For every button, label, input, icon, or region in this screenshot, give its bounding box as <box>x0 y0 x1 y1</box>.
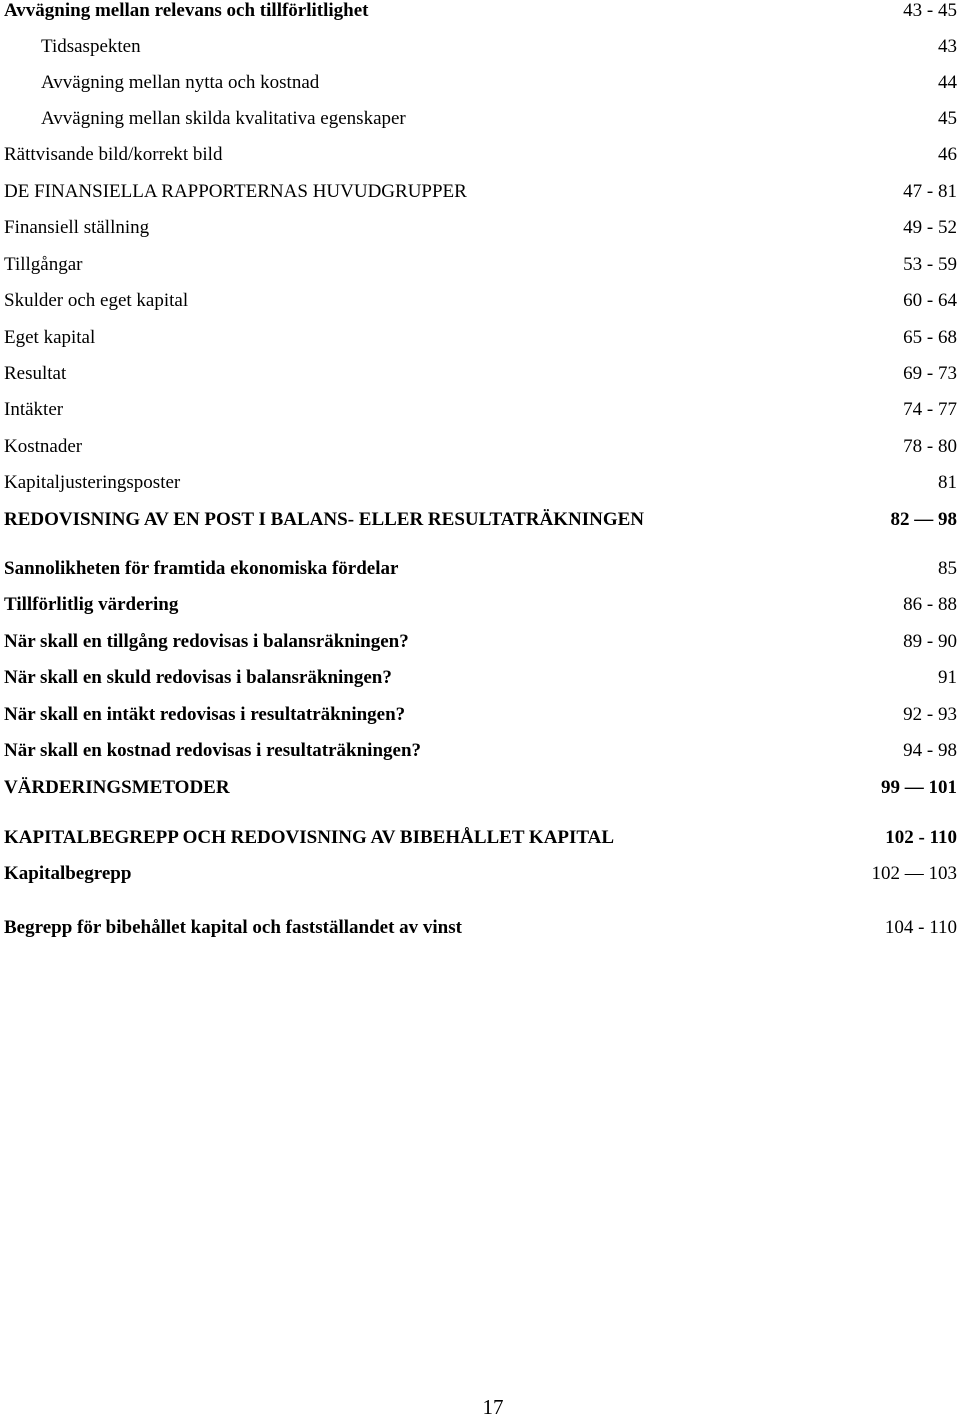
toc-entry <box>4 823 957 853</box>
toc-entry <box>4 554 957 584</box>
toc-entry-pages: 94 - 98 <box>903 740 957 761</box>
toc-entry-title: Begrepp för bibehållet kapital och fastställandet av vinst <box>4 917 462 938</box>
toc-entry-title: Finansiell ställning <box>4 217 150 238</box>
toc-entry-title: Avvägning mellan relevans och tillförlitlighet <box>4 0 369 21</box>
toc-entry-pages: 86 - 88 <box>903 594 957 615</box>
toc-entry-pages: 43 <box>938 36 957 57</box>
toc-entry-title: Kapitaljusteringsposter <box>4 472 181 493</box>
toc-entry <box>4 627 957 657</box>
toc-entry-pages: 91 <box>938 667 957 688</box>
toc-entry-pages: 74 - 77 <box>903 399 957 420</box>
toc-entry-title: När skall en kostnad redovisas i resultaträkningen? <box>4 740 422 761</box>
toc-entry <box>4 323 957 353</box>
toc-entry-pages: 81 <box>938 472 957 493</box>
toc-entry-title: När skall en tillgång redovisas i balansräkningen? <box>4 631 409 652</box>
toc-entry-title: DE FINANSIELLA RAPPORTERNAS HUVUDGRUPPER <box>4 181 467 202</box>
toc-entry-pages: 49 - 52 <box>903 217 957 238</box>
toc-entry-title: När skall en intäkt redovisas i resultaträkningen? <box>4 704 406 725</box>
toc-entry <box>41 68 957 98</box>
toc-entry-pages: 99 — 101 <box>881 777 957 798</box>
toc-entry-pages: 78 - 80 <box>903 436 957 457</box>
toc-entry-pages: 44 <box>938 72 957 93</box>
toc-entry <box>4 859 957 889</box>
toc-entry-title: Resultat <box>4 363 67 384</box>
toc-entry <box>4 432 957 462</box>
toc-entry <box>4 213 957 243</box>
toc-entry-pages: 82 — 98 <box>890 509 957 530</box>
toc-entry-pages: 47 - 81 <box>903 181 957 202</box>
toc-entry <box>4 468 957 498</box>
toc-entry-pages: 60 - 64 <box>903 290 957 311</box>
toc-entry <box>4 395 957 425</box>
toc-entry <box>4 663 957 693</box>
toc-entry-pages: 104 - 110 <box>884 917 957 938</box>
toc-entry-pages: 45 <box>938 108 957 129</box>
toc-entry <box>4 359 957 389</box>
toc-entry-pages: 53 - 59 <box>903 254 957 275</box>
toc-entry <box>4 913 957 943</box>
toc-entry-pages: 102 - 110 <box>885 827 957 848</box>
toc-entry-title: Sannolikheten för framtida ekonomiska fördelar <box>4 558 399 579</box>
toc-entry-pages: 102 — 103 <box>871 863 957 884</box>
toc-entry-title: Tillförlitlig värdering <box>4 594 179 615</box>
toc-entry-pages: 89 - 90 <box>903 631 957 652</box>
toc-entry-pages: 43 - 45 <box>903 0 957 21</box>
toc-entry-title: Avvägning mellan skilda kvalitativa egenskaper <box>41 108 406 129</box>
toc-entry-title: Eget kapital <box>4 327 96 348</box>
toc-entry-pages: 92 - 93 <box>903 704 957 725</box>
toc-entry-title: Kapitalbegrepp <box>4 863 132 884</box>
toc-entry-pages: 69 - 73 <box>903 363 957 384</box>
toc-entry-title: Skulder och eget kapital <box>4 290 189 311</box>
toc-entry <box>4 736 957 766</box>
toc-entry-title: Tidsaspekten <box>41 36 141 57</box>
toc-entry-title: REDOVISNING AV EN POST I BALANS- ELLER RESULTATRÄKNINGEN <box>4 509 645 530</box>
toc-entry <box>4 250 957 280</box>
toc-entry-title: Kostnader <box>4 436 83 457</box>
toc-entry-title: Avvägning mellan nytta och kostnad <box>41 72 320 93</box>
toc-entry-pages: 85 <box>938 558 957 579</box>
toc-entry <box>4 505 957 535</box>
toc-entry-pages: 65 - 68 <box>903 327 957 348</box>
toc-entry <box>41 32 957 62</box>
toc-entry-title: Tillgångar <box>4 254 83 275</box>
toc-entry <box>4 286 957 316</box>
toc-entry-title: Intäkter <box>4 399 64 420</box>
toc-entry <box>4 773 957 803</box>
toc-entry <box>4 700 957 730</box>
toc-entry <box>4 0 957 26</box>
toc-entry <box>4 140 957 170</box>
toc-entry <box>41 104 957 134</box>
toc-entry-title: VÄRDERINGSMETODER <box>4 777 230 798</box>
toc-entry-title: Rättvisande bild/korrekt bild <box>4 144 223 165</box>
toc-entry <box>4 590 957 620</box>
toc-entry <box>4 177 957 207</box>
toc-entry-title: När skall en skuld redovisas i balansräkningen? <box>4 667 392 688</box>
toc-entry-pages: 46 <box>938 144 957 165</box>
page-number: 17 <box>482 1395 504 1419</box>
toc-entry-title: KAPITALBEGREPP OCH REDOVISNING AV BIBEHÅLLET KAPITAL <box>4 827 615 848</box>
